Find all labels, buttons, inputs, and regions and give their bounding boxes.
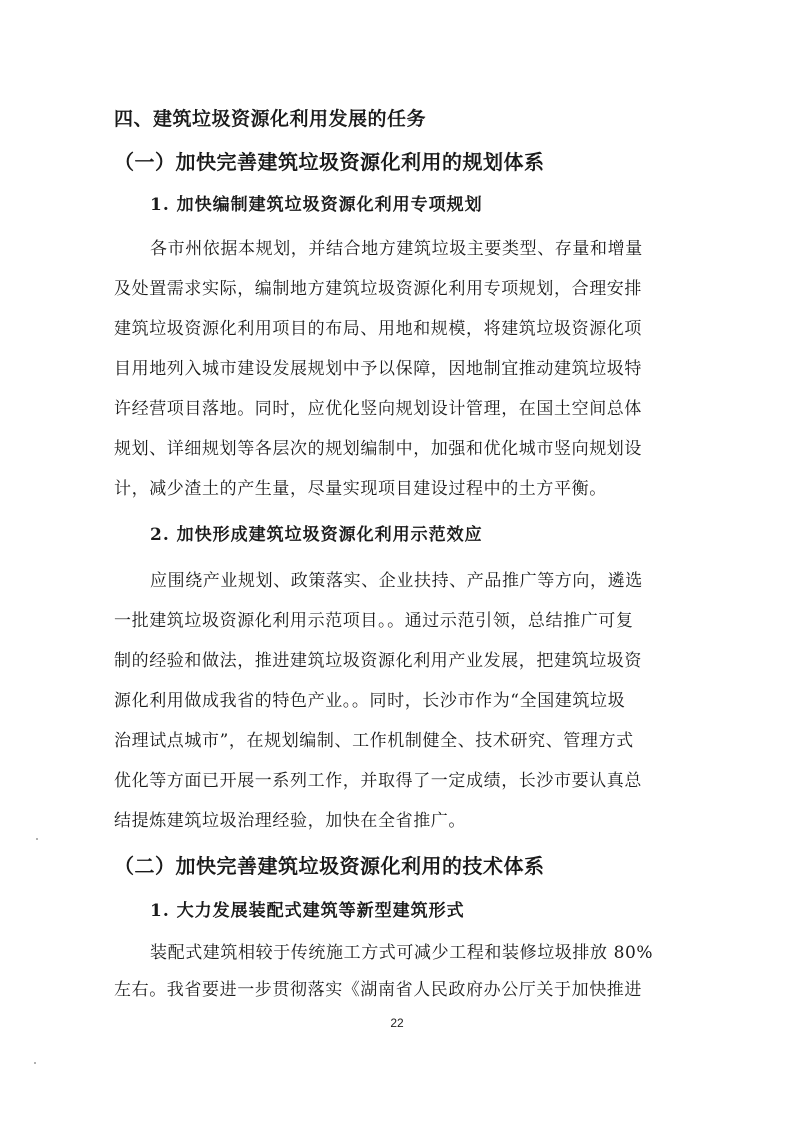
- subsection-heading-2: （二）加快完善建筑垃圾资源化利用的技术体系: [114, 854, 545, 878]
- paragraph-line: 计，减少渣土的产生量，尽量实现项目建设过程中的土方平衡。: [114, 479, 607, 499]
- paragraph-line: 制的经验和做法，推进建筑垃圾资源化利用产业发展，把建筑垃圾资: [114, 651, 642, 671]
- paragraph-line: 结提炼建筑垃圾治理经验，加快在全省推广。: [114, 811, 466, 831]
- paragraph-line: 许经营项目落地。同时，应优化竖向规划设计管理，在国土空间总体: [114, 399, 642, 419]
- paragraph-line: 优化等方面已开展一系列工作，并取得了一定成绩，长沙市要认真总: [114, 771, 642, 791]
- scan-speck: [36, 838, 38, 840]
- paragraph-line: 建筑垃圾资源化利用项目的布局、用地和规模，将建筑垃圾资源化项: [114, 319, 642, 339]
- item-heading-2-1: 1. 大力发展装配式建筑等新型建筑形式: [150, 901, 465, 921]
- paragraph-line: 应围绕产业规划、政策落实、企业扶持、产品推广等方向，遴选: [150, 571, 643, 591]
- paragraph-line: 左右。我省要进一步贯彻落实《湖南省人民政府办公厅关于加快推进: [114, 980, 642, 1000]
- item-heading-1-2: 2. 加快形成建筑垃圾资源化利用示范效应: [150, 525, 483, 545]
- item-heading-1-1: 1. 加快编制建筑垃圾资源化利用专项规划: [150, 195, 483, 215]
- paragraph-line: 源化利用做成我省的特色产业。。同时，长沙市作为“全国建筑垃圾: [114, 691, 626, 711]
- paragraph-line: 各市州依据本规划，并结合地方建筑垃圾主要类型、存量和增量: [150, 239, 643, 259]
- page-number: 22: [390, 1016, 404, 1030]
- section-heading: 四、建筑垃圾资源化利用发展的任务: [114, 108, 427, 130]
- paragraph-line: 目用地列入城市建设发展规划中予以保障，因地制宜推动建筑垃圾特: [114, 359, 642, 379]
- scan-speck: [34, 1062, 36, 1064]
- paragraph-line: 治理试点城市”，在规划编制、工作机制健全、技术研究、管理方式: [114, 731, 634, 751]
- paragraph-line: 及处置需求实际，编制地方建筑垃圾资源化利用专项规划，合理安排: [114, 279, 642, 299]
- paragraph-line: 规划、详细规划等各层次的规划编制中，加强和优化城市竖向规划设: [114, 439, 642, 459]
- paragraph-line: 一批建筑垃圾资源化利用示范项目。。通过示范引领，总结推广可复: [114, 611, 634, 631]
- paragraph-line: 装配式建筑相较于传统施工方式可减少工程和装修垃圾排放 80%: [150, 943, 654, 963]
- subsection-heading-1: （一）加快完善建筑垃圾资源化利用的规划体系: [114, 150, 545, 174]
